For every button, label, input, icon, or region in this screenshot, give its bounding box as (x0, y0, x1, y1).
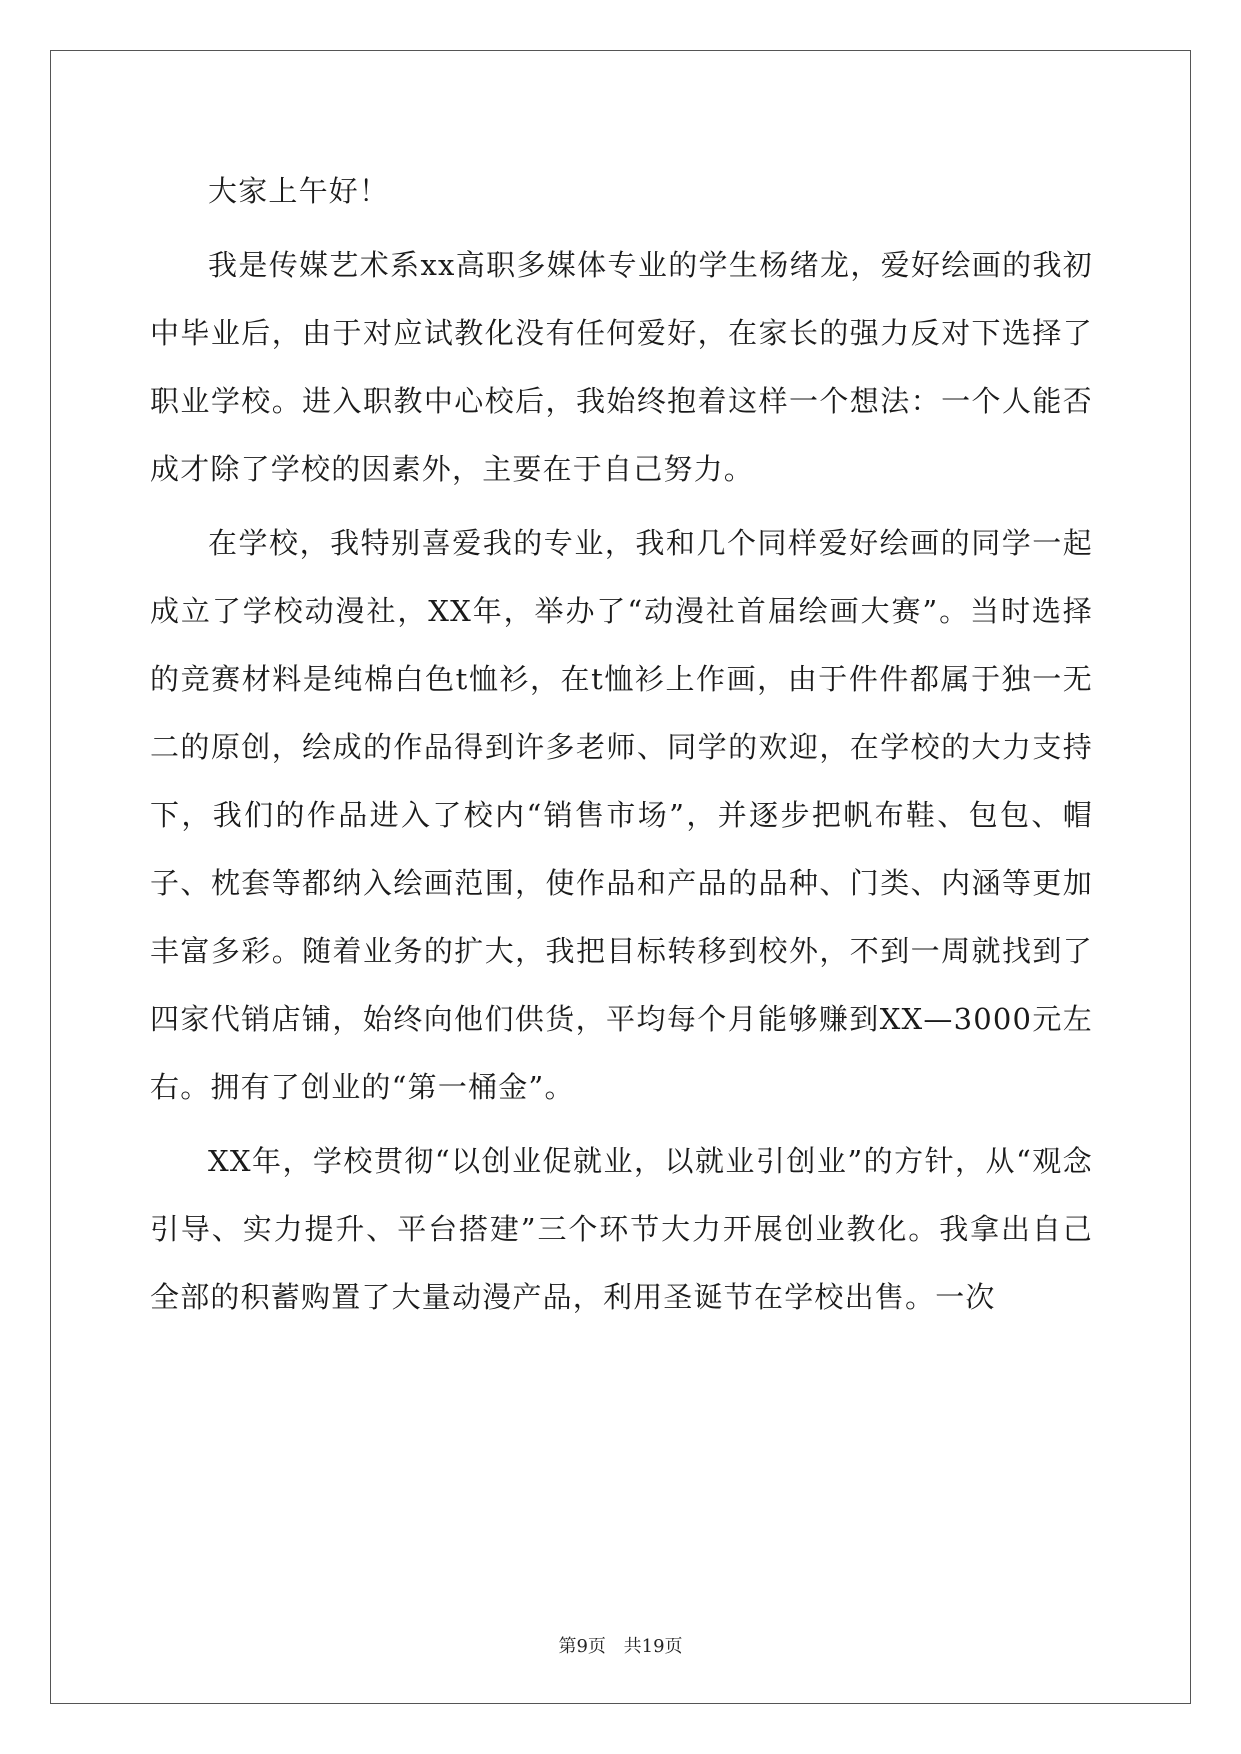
document-body (150, 157, 1093, 1337)
intro-paragraph: 我是传媒艺术系xx高职多媒体专业的学生杨绪龙，爱好绘画的我初中毕业后，由于对应试教化没有任何爱好，在家长的强力反对下选择了职业学校。进入职教中心校后，我始终抱着这样一个想法：一个人能否成才除了学校的因素外，主要在于自己努力。 (150, 248, 1093, 486)
page-number: 第9页 (558, 1636, 606, 1657)
salutation-paragraph: 大家上午好！ (208, 174, 390, 208)
entrepreneurship-paragraph: XX年，学校贯彻“以创业促就业，以就业引创业”的方针，从“观念引导、实力提升、平台搭建”三个环节大力开展创业教化。我拿出自己全部的积蓄购置了大量动漫产品，利用圣诞节在学校出售。一次 (150, 1144, 1093, 1314)
club-paragraph: 在学校，我特别喜爱我的专业，我和几个同样爱好绘画的同学一起成立了学校动漫社，XX年，举办了“动漫社首届绘画大赛”。当时选择的竞赛材料是纯棉白色t恤衫，在t恤衫上作画，由于件件都属于独一无二的原创，绘成的作品得到许多老师、同学的欢迎，在学校的大力支持下，我们的作品进入了校内“销售市场”，并逐步把帆布鞋、包包、帽子、枕套等都纳入绘画范围，使作品和产品的品种、门类、内涵等更加丰富多彩。随着业务的扩大，我把目标转移到校外，不到一周就找到了四家代销店铺，始终向他们供货，平均每个月能够赚到XX—3000元左右。拥有了创业的“第一桶金”。 (150, 526, 1093, 1104)
page-footer (0, 1632, 1241, 1658)
page-total: 共19页 (623, 1636, 683, 1657)
